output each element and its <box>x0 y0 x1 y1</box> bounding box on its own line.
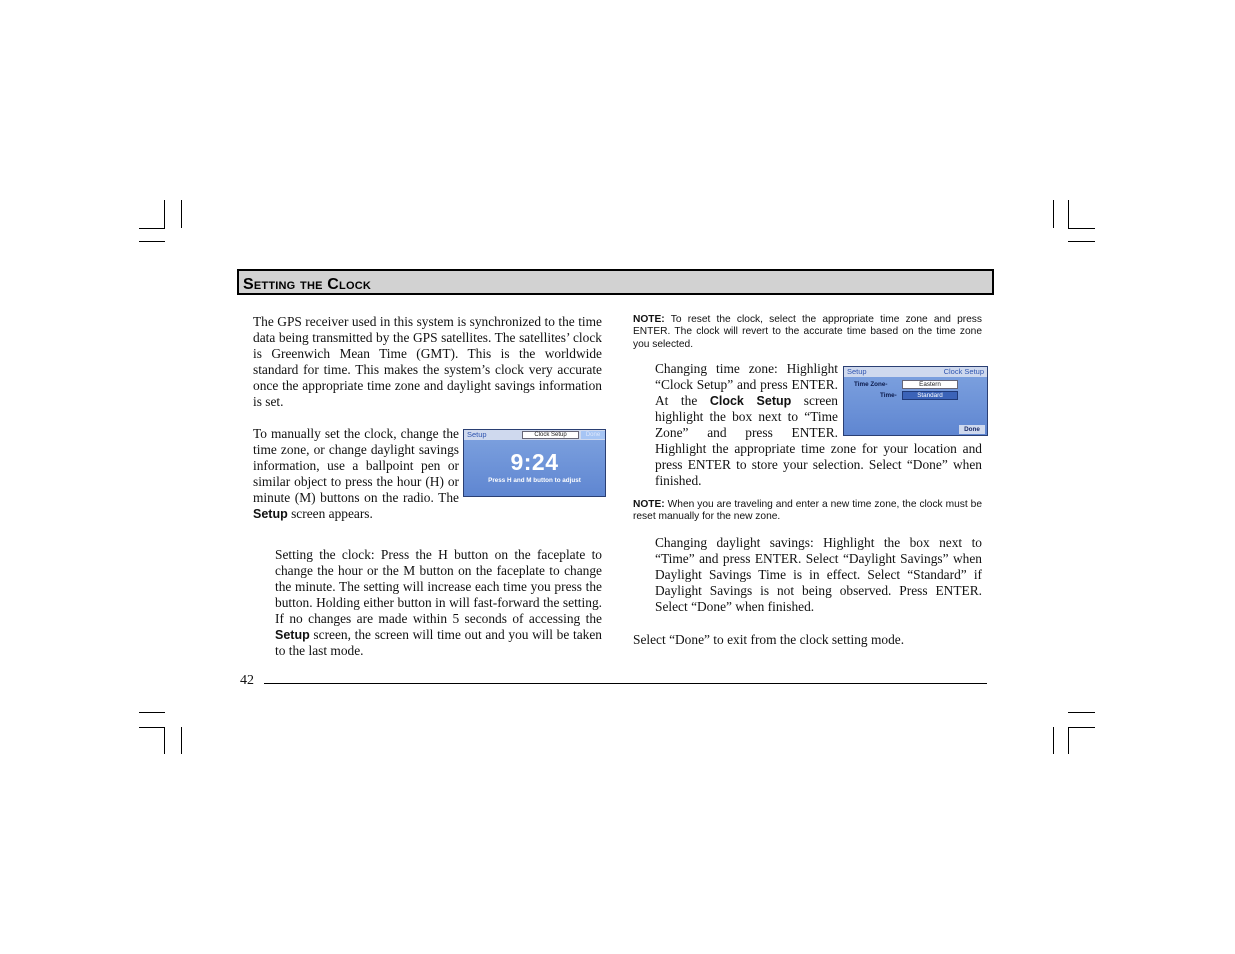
crop-mark <box>1053 727 1054 754</box>
setup-screen-image <box>463 429 606 497</box>
manual-set-paragraph: To manually set the clock, change the time zone, or change daylight savings information, use a ballpoint pen or similar object to press the hour (H) or minute (M) buttons on the radio. The Setup screen appears. <box>253 426 459 521</box>
screen-title: Setup <box>847 367 867 376</box>
crop-mark <box>1068 228 1095 229</box>
adjust-message: Press H and M button to adjust <box>488 477 581 484</box>
time-field: Standard <box>902 391 958 400</box>
crop-mark <box>181 200 182 228</box>
section-title: Setting the Clock <box>243 276 372 293</box>
done-button: Done <box>581 431 605 439</box>
done-button: Done <box>959 425 985 434</box>
section-header <box>237 269 994 295</box>
footer-rule <box>264 683 987 684</box>
note-travel: NOTE: When you are traveling and enter a new time zone, the clock must be reset manually for the new zone. <box>633 499 982 523</box>
crop-mark <box>1068 727 1095 728</box>
time-zone-paragraph-flow <box>655 361 982 489</box>
note-reset-clock: NOTE: To reset the clock, select the appropriate time zone and press ENTER. The clock will revert to the accurate time based on the time zone you selected. <box>633 314 982 350</box>
clock-setup-tab: Clock Setup <box>522 431 579 439</box>
crop-mark <box>164 727 165 754</box>
time-zone-label: Time Zone- <box>854 381 888 388</box>
screen-title: Setup <box>467 430 487 439</box>
crop-mark <box>1053 200 1054 228</box>
crop-mark <box>139 712 165 713</box>
setting-clock-paragraph: Setting the clock: Press the H button on the faceplate to change the hour or the M button on the faceplate to change the minute. The setting will increase each time you press the button. Holding either button in will fast-forward the setting. If no changes are made within 5 seconds of accessing the Setup screen, the screen will time out and you will be taken to the last mode. <box>275 547 602 658</box>
daylight-savings-paragraph: Changing daylight savings: Highlight the box next to “Time” and press ENTER. Select “Daylight Savings” when Daylight Savings Time is in effect. Select “Standard” if Daylight Savings is not being observed. Press ENTER. Select “Done” when finished. <box>655 535 982 614</box>
crop-mark <box>139 727 165 728</box>
exit-paragraph: Select “Done” to exit from the clock setting mode. <box>633 632 905 647</box>
crop-mark <box>1068 727 1069 754</box>
time-zone-field: Eastern <box>902 380 958 389</box>
crop-mark <box>1068 712 1095 713</box>
float-spacer <box>838 361 982 441</box>
crop-mark <box>1068 241 1095 242</box>
clock-time: 9:24 <box>510 449 559 475</box>
intro-paragraph: The GPS receiver used in this system is synchronized to the time data being transmitted by the GPS satellites. The satellites’ clock is Greenwich Mean Time (GMT). This is the worldwide standard for time. This makes the system’s clock very accurate once the appropriate time zone and daylight savings information is set. <box>253 314 602 409</box>
crop-mark <box>139 228 165 229</box>
crop-mark <box>164 200 165 228</box>
page-number: 42 <box>240 673 254 688</box>
time-label: Time- <box>880 392 897 399</box>
crop-mark <box>1068 200 1069 228</box>
time-zone-text: Changing time zone: Highlight “Clock Setup” and press ENTER. At the Clock Setup screen highlight the box next to “Time Zone” and press ENTER. Highlight the appropriate time zone for your location and press ENTER to store your selection. Select “Done” when finished. <box>655 361 982 488</box>
crop-mark <box>139 241 165 242</box>
screen-subtitle: Clock Setup <box>943 367 984 376</box>
crop-mark <box>181 727 182 754</box>
